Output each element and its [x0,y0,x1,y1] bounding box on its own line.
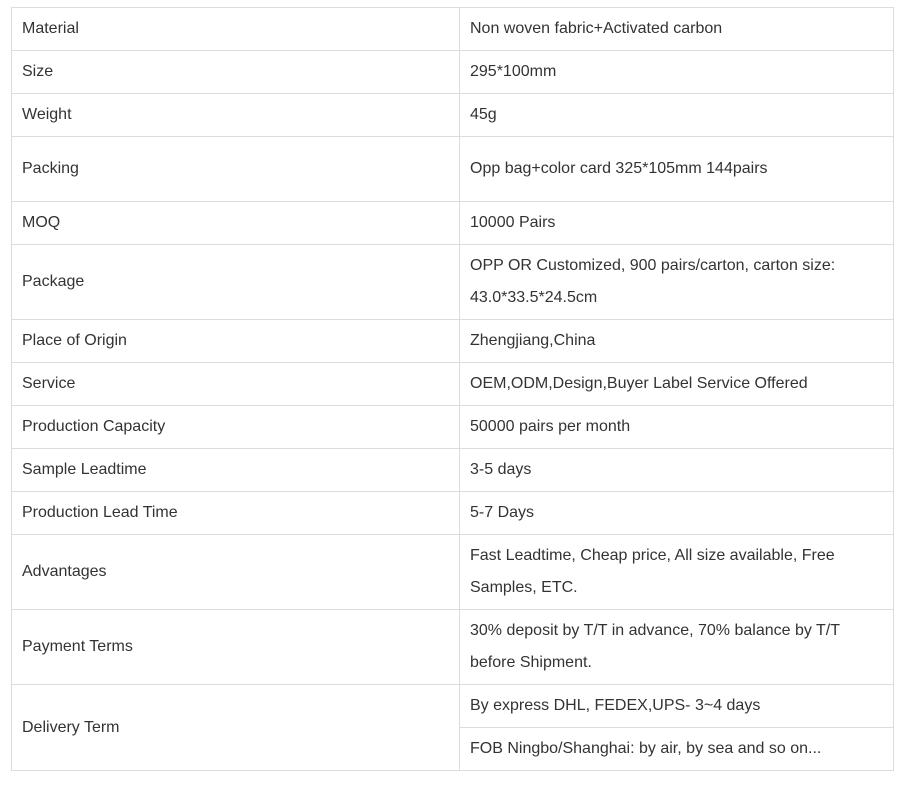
spec-row-weight [12,94,894,137]
spec-label: Delivery Term [12,685,460,771]
spec-row-package [12,245,894,320]
spec-row-delivery-term [12,685,894,728]
spec-row-payment-terms [12,610,894,685]
spec-label: Size [12,51,460,94]
spec-label: Production Capacity [12,406,460,449]
spec-value: FOB Ningbo/Shanghai: by air, by sea and so on... [460,728,894,771]
spec-label: Package [12,245,460,320]
spec-label: Material [12,8,460,51]
spec-value: Non woven fabric+Activated carbon [460,8,894,51]
spec-label: MOQ [12,202,460,245]
spec-label: Advantages [12,535,460,610]
spec-value: 30% deposit by T/T in advance, 70% balance by T/T before Shipment. [460,610,894,685]
spec-value: Fast Leadtime, Cheap price, All size available, Free Samples, ETC. [460,535,894,610]
spec-value: 295*100mm [460,51,894,94]
spec-row-service [12,363,894,406]
spec-value: Zhengjiang,China [460,320,894,363]
spec-row-moq [12,202,894,245]
spec-row-size [12,51,894,94]
spec-label: Packing [12,137,460,202]
spec-row-production-capacity [12,406,894,449]
spec-row-sample-leadtime [12,449,894,492]
spec-label: Service [12,363,460,406]
spec-table [11,7,894,771]
spec-label: Sample Leadtime [12,449,460,492]
spec-row-production-lead-time [12,492,894,535]
spec-value: Opp bag+color card 325*105mm 144pairs [460,137,894,202]
spec-row-advantages [12,535,894,610]
spec-value: OPP OR Customized, 900 pairs/carton, carton size: 43.0*33.5*24.5cm [460,245,894,320]
spec-row-packing [12,137,894,202]
spec-row-material [12,8,894,51]
spec-value: By express DHL, FEDEX,UPS- 3~4 days [460,685,894,728]
spec-value: 3-5 days [460,449,894,492]
spec-value: OEM,ODM,Design,Buyer Label Service Offered [460,363,894,406]
spec-label: Weight [12,94,460,137]
spec-label: Place of Origin [12,320,460,363]
spec-label: Production Lead Time [12,492,460,535]
spec-label: Payment Terms [12,610,460,685]
spec-value: 5-7 Days [460,492,894,535]
spec-value: 45g [460,94,894,137]
spec-value: 50000 pairs per month [460,406,894,449]
spec-value: 10000 Pairs [460,202,894,245]
spec-row-place-of-origin [12,320,894,363]
